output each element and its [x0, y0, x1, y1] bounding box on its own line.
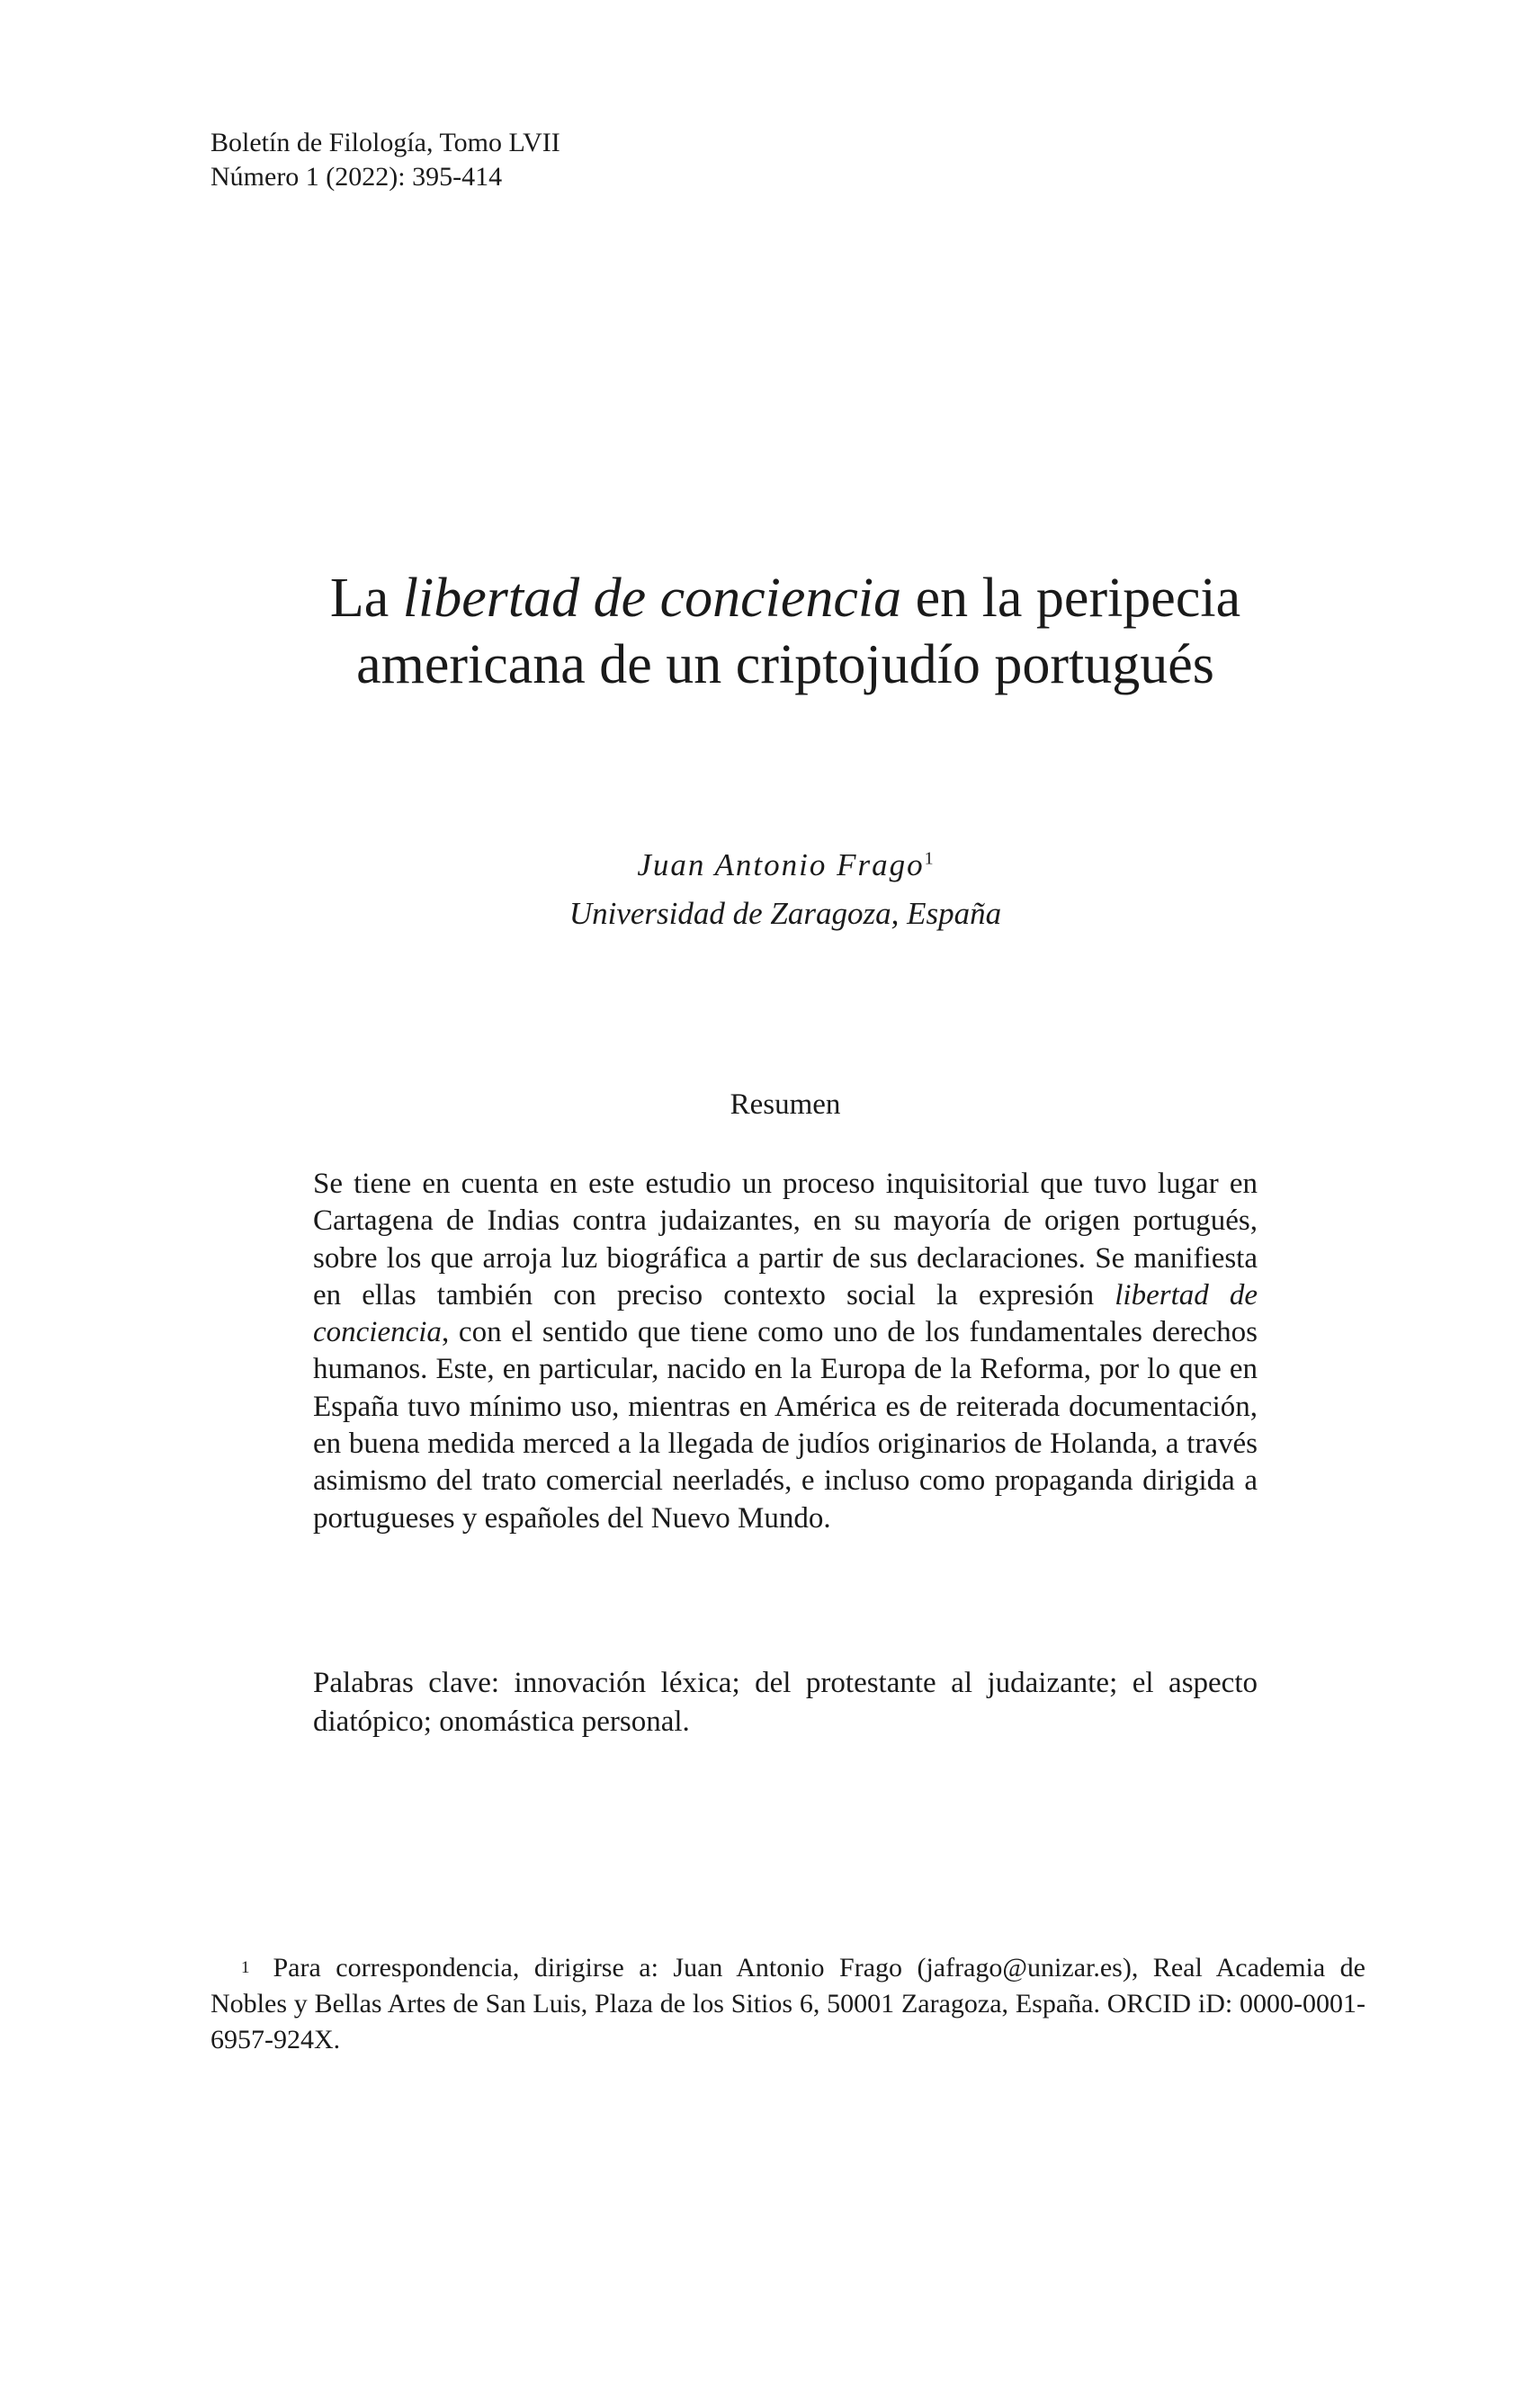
author-name: Juan Antonio Frago — [637, 847, 925, 882]
footnote — [210, 1950, 1365, 2058]
abstract-italic: libertad de conciencia — [313, 1278, 1258, 1349]
journal-name: Boletín de Filología, Tomo LVII — [210, 128, 560, 157]
keywords: Palabras clave: innovación léxica; del protestante al judaizante; el aspecto diatópico; onomástica personal. — [313, 1667, 1258, 1738]
title-line-1 — [180, 565, 1391, 631]
footnote-mark: 1 — [241, 1958, 250, 1977]
abstract-text — [313, 1166, 1258, 1537]
title-line-2: americana de un criptojudío portugués — [356, 634, 1214, 695]
abstract-part: , con el sentido que tiene como uno de los fundamentales derechos humanos. Este, en particular, nacido en la Europa de la Reforma, por lo que en España tuvo mínimo uso, mientras en América es de reiterada documentación, en buena medida merced a la llegada de judíos originarios de Holanda, a través asimismo del trato comercial neerladés, e incluso como propaganda dirigida a portugueses y españoles del Nuevo Mundo. — [313, 1316, 1258, 1535]
title-text: La — [329, 568, 403, 629]
abstract-part: Se tiene en cuenta en este estudio un proceso inquisitorial que tuvo lugar en Cartagena de Indias contra judaizantes, en su mayoría de origen portugués, sobre los que arroja luz biográfica a partir de sus declaraciones. Se manifiesta en ellas también con preciso contexto social la expresión — [313, 1168, 1258, 1311]
title-italic: libertad de conciencia — [402, 568, 902, 629]
article-title — [180, 565, 1391, 698]
journal-citation — [210, 126, 560, 194]
journal-issue: Número 1 (2022): 395-414 — [210, 162, 503, 192]
abstract-heading: Resumen — [730, 1088, 841, 1121]
title-text: en la peripecia — [901, 568, 1241, 629]
footnote-ref: 1 — [924, 848, 934, 869]
footnote-text: Para correspondencia, dirigirse a: Juan Antonio Frago (jafrago@unizar.es), Real Academia de Nobles y Bellas Artes de San Luis, Plaza de los Sitios 6, 50001 Zaragoza, España. ORCID iD: 0000-0001-6957-924X. — [210, 1953, 1365, 2054]
author — [180, 847, 1391, 883]
author-affiliation: Universidad de Zaragoza, España — [569, 896, 1002, 931]
